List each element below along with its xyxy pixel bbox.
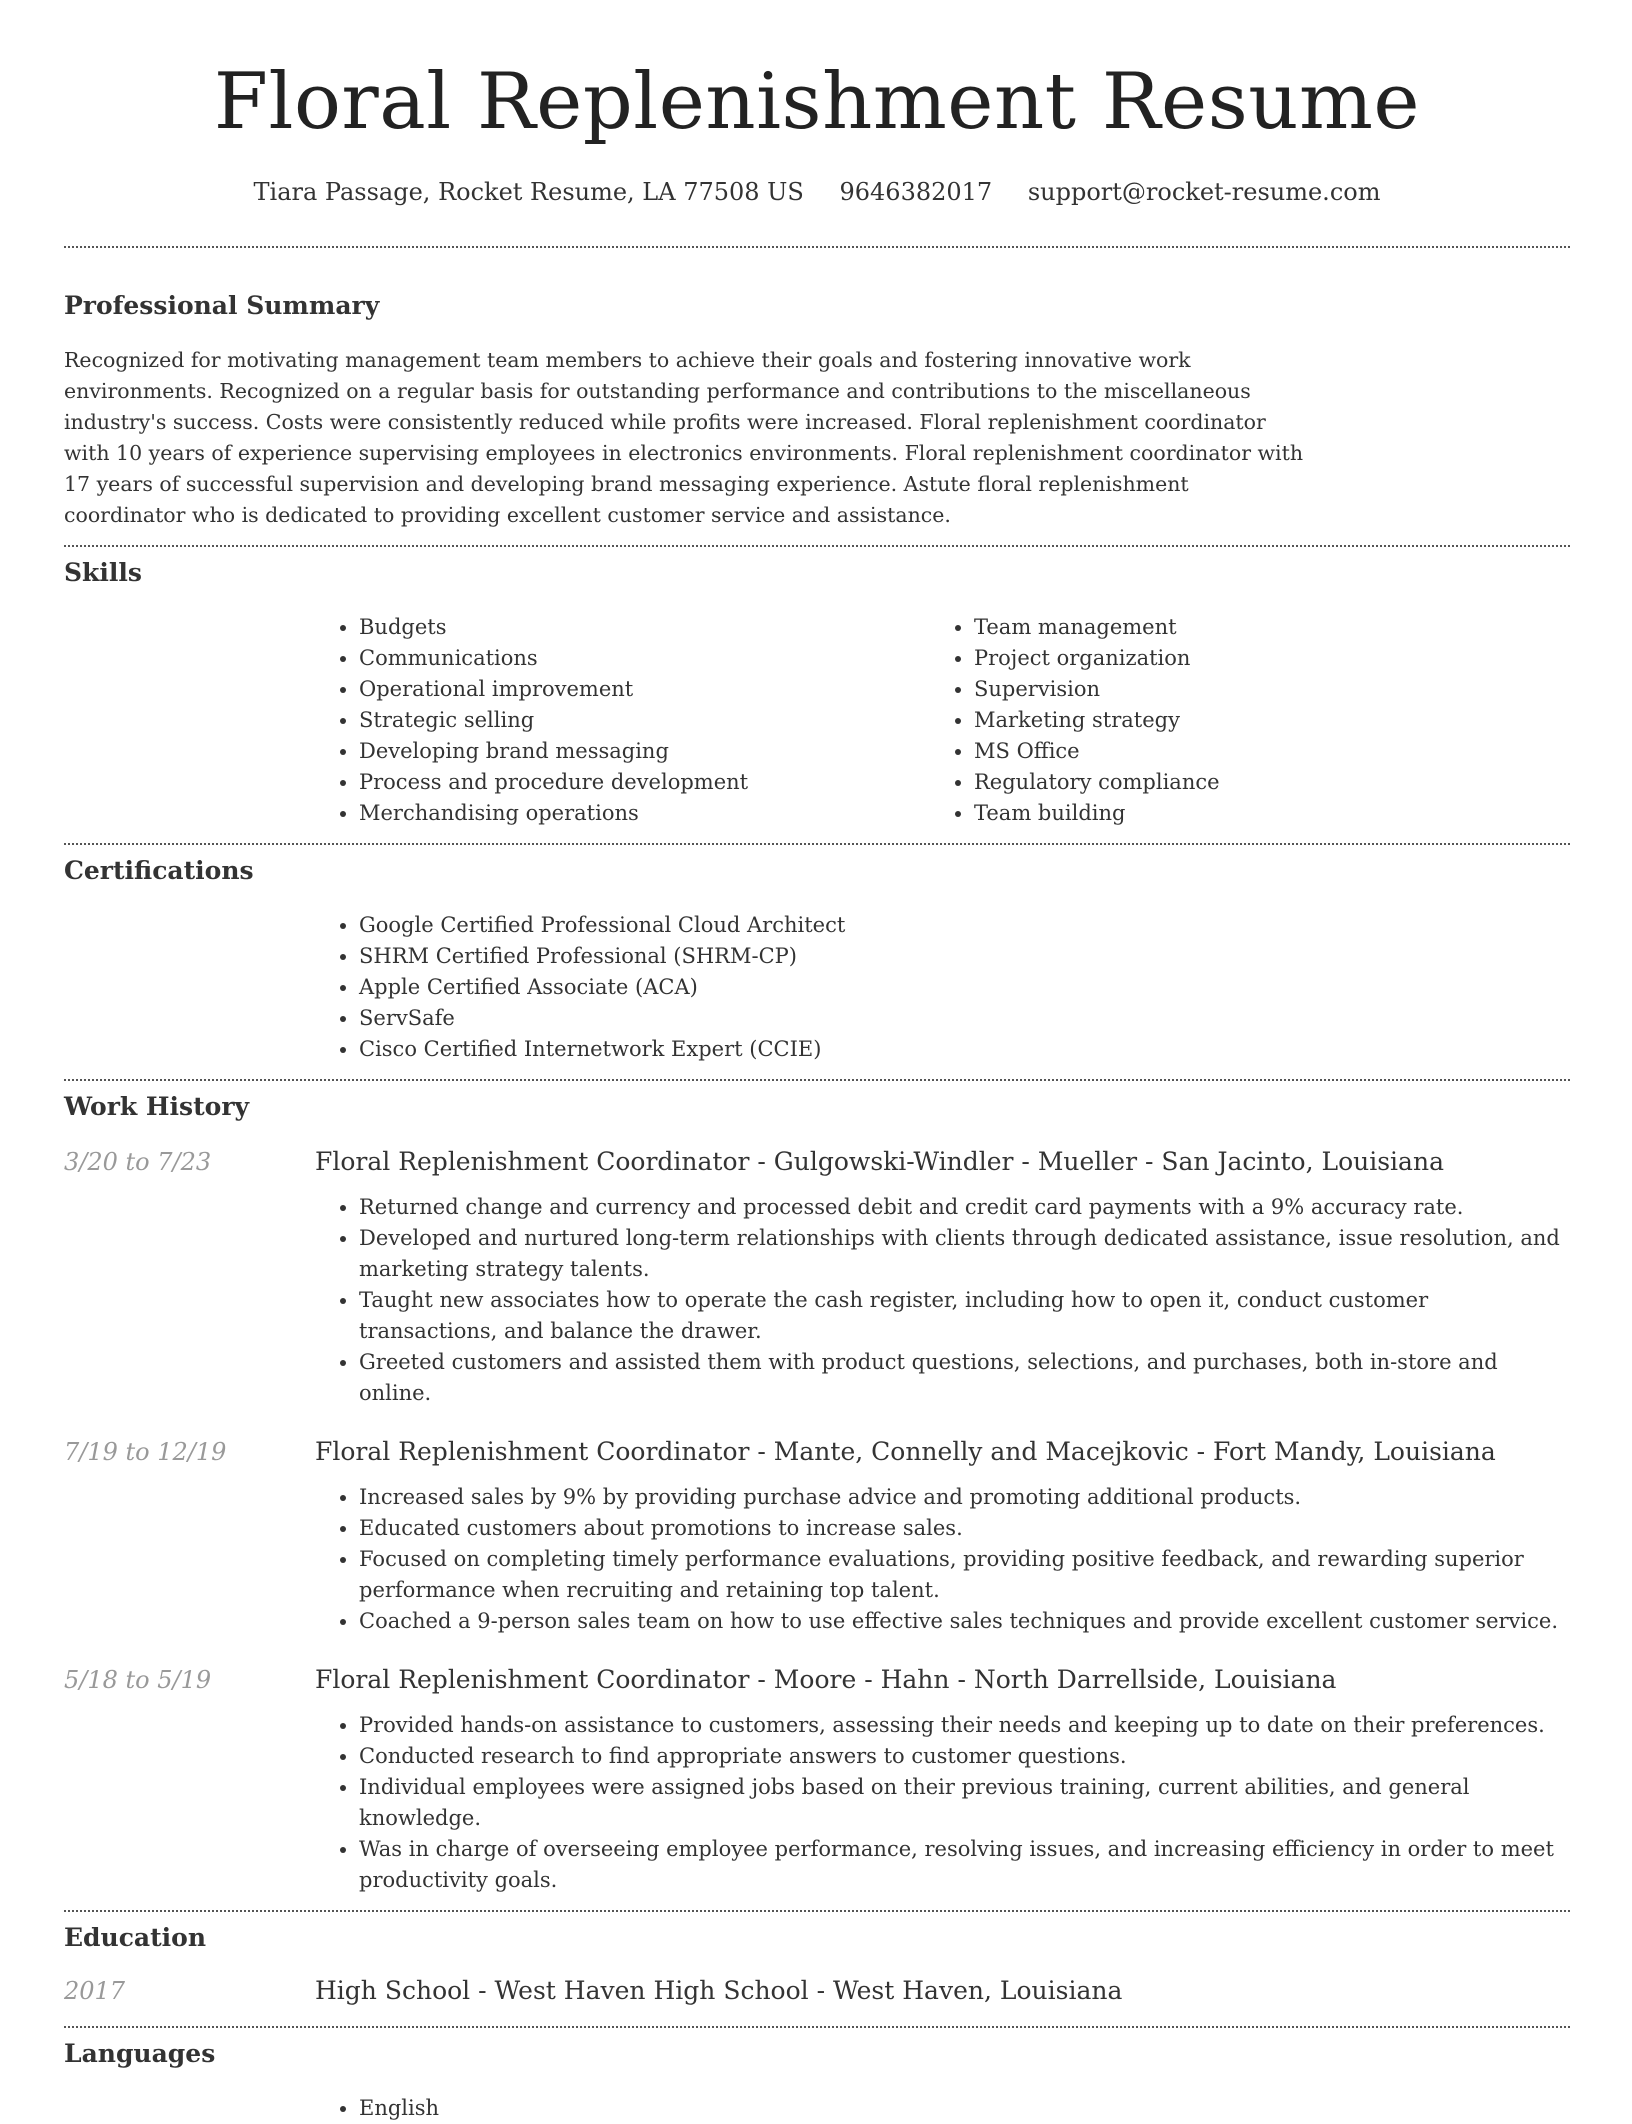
job-bullet: • Focused on completing timely performance evaluations, providing positive feedback, and rewarding superior performance when recruiting and retaining top talent. — [359, 1544, 1570, 1606]
job-bullet: • Returned change and currency and processed debit and credit card payments with a 9% accuracy rate. — [359, 1192, 1570, 1223]
certifications-list — [315, 910, 1570, 1065]
skill-item: • Developing brand messaging — [359, 736, 930, 767]
job-bullet: • Individual employees were assigned jobs based on their previous training, current abilities, and general knowledge. — [359, 1772, 1570, 1834]
job-header — [64, 1435, 1570, 1469]
job-entry — [64, 1435, 1570, 1637]
skill-item: • Project organization — [974, 643, 1545, 674]
section-title-languages: Languages — [64, 2039, 216, 2068]
job-bullets — [315, 1482, 1570, 1637]
job-title: Floral Replenishment Coordinator - Gulgowski-Windler - Mueller - San Jacinto, Louisiana — [315, 1147, 1444, 1176]
skill-item: • Supervision — [974, 674, 1545, 705]
section-title-work: Work History — [64, 1092, 250, 1121]
job-bullet: • Greeted customers and assisted them with product questions, selections, and purchases, both in-store and online. — [359, 1347, 1570, 1409]
contact-phone: 9646382017 — [839, 178, 993, 206]
skills-grid — [315, 612, 1570, 829]
job-bullets — [315, 1710, 1570, 1896]
job-bullet: • Conducted research to find appropriate answers to customer questions. — [359, 1741, 1570, 1772]
languages-list — [315, 2093, 1570, 2124]
skill-item: • Merchandising operations — [359, 798, 930, 829]
job-bullet: • Was in charge of overseeing employee performance, resolving issues, and increasing efficiency in order to meet productivity goals. — [359, 1834, 1570, 1896]
job-bullets — [315, 1192, 1570, 1409]
section-title-education: Education — [64, 1923, 207, 1952]
skills-list-right — [930, 612, 1545, 829]
contact-line — [64, 176, 1570, 208]
job-dates: 3/20 to 7/23 — [64, 1148, 212, 1176]
job-title: Floral Replenishment Coordinator - Moore - Hahn - North Darrellside, Louisiana — [315, 1665, 1337, 1694]
languages-section — [64, 2038, 1570, 2124]
certification-item: • Google Certified Professional Cloud Architect — [359, 910, 1570, 941]
certifications-section — [64, 855, 1570, 1065]
skill-item: • Strategic selling — [359, 705, 930, 736]
skill-item: • Operational improvement — [359, 674, 930, 705]
skill-item: • MS Office — [974, 736, 1545, 767]
education-title: High School - West Haven High School - West Haven, Louisiana — [315, 1976, 1123, 2005]
skill-item: • Budgets — [359, 612, 930, 643]
job-dates: 5/18 to 5/19 — [64, 1666, 212, 1694]
job-header — [64, 1145, 1570, 1179]
divider — [64, 2026, 1570, 2028]
contact-email: support@rocket-resume.com — [1027, 178, 1381, 206]
job-bullet: • Educated customers about promotions to increase sales. — [359, 1513, 1570, 1544]
job-bullet: • Developed and nurtured long-term relationships with clients through dedicated assistance, issue resolution, and marketing strategy talents. — [359, 1223, 1570, 1285]
education-year: 2017 — [64, 1977, 126, 2005]
skill-item: • Regulatory compliance — [974, 767, 1545, 798]
skill-item: • Marketing strategy — [974, 705, 1545, 736]
divider — [64, 1079, 1570, 1081]
certification-item: • ServSafe — [359, 1003, 1570, 1034]
resume-page — [64, 0, 1570, 2124]
summary-text: Recognized for motivating management team members to achieve their goals and fostering innovative work environments. Recognized on a regular basis for outstanding performance and contributions to the miscellaneous industry's success. Costs were consistently reduced while profits were increased. Floral replenishment coordinator with 10 years of experience supervising employees in electronics environments. Floral replenishment coordinator with 17 years of successful supervision and developing brand messaging experience. Astute floral replenishment coordinator who is dedicated to providing excellent customer service and assistance. — [64, 348, 1304, 527]
summary-section — [64, 290, 1570, 531]
skills-list-left — [315, 612, 930, 829]
education-section — [64, 1922, 1570, 2008]
certification-item: • SHRM Certified Professional (SHRM-CP) — [359, 941, 1570, 972]
section-title-certifications: Certifications — [64, 856, 254, 885]
contact-address: Tiara Passage, Rocket Resume, LA 77508 US — [253, 178, 804, 206]
job-title: Floral Replenishment Coordinator - Mante, Connelly and Macejkovic - Fort Mandy, Louisiana — [315, 1437, 1496, 1466]
job-entry — [64, 1663, 1570, 1896]
section-title-skills: Skills — [64, 558, 142, 587]
job-bullet: • Increased sales by 9% by providing purchase advice and promoting additional products. — [359, 1482, 1570, 1513]
job-bullet: • Coached a 9-person sales team on how to use effective sales techniques and provide excellent customer service. — [359, 1606, 1570, 1637]
skill-item: • Communications — [359, 643, 930, 674]
job-entry — [64, 1145, 1570, 1409]
divider — [64, 246, 1570, 248]
skill-item: • Team management — [974, 612, 1545, 643]
divider — [64, 1910, 1570, 1912]
education-entry — [64, 1974, 1570, 2008]
certification-item: • Cisco Certified Internetwork Expert (CCIE) — [359, 1034, 1570, 1065]
work-history-section — [64, 1091, 1570, 1896]
resume-title: Floral Replenishment Resume — [213, 57, 1421, 147]
job-dates: 7/19 to 12/19 — [64, 1438, 227, 1466]
certification-item: • Apple Certified Associate (ACA) — [359, 972, 1570, 1003]
section-title-summary: Professional Summary — [64, 291, 380, 320]
language-item: • English — [359, 2093, 1570, 2124]
skill-item: • Team building — [974, 798, 1545, 829]
job-header — [64, 1663, 1570, 1697]
divider — [64, 843, 1570, 845]
skill-item: • Process and procedure development — [359, 767, 930, 798]
skills-section — [64, 557, 1570, 829]
job-bullet: • Taught new associates how to operate the cash register, including how to open it, conduct customer transactions, and balance the drawer. — [359, 1285, 1570, 1347]
divider — [64, 545, 1570, 547]
job-bullet: • Provided hands-on assistance to customers, assessing their needs and keeping up to date on their preferences. — [359, 1710, 1570, 1741]
